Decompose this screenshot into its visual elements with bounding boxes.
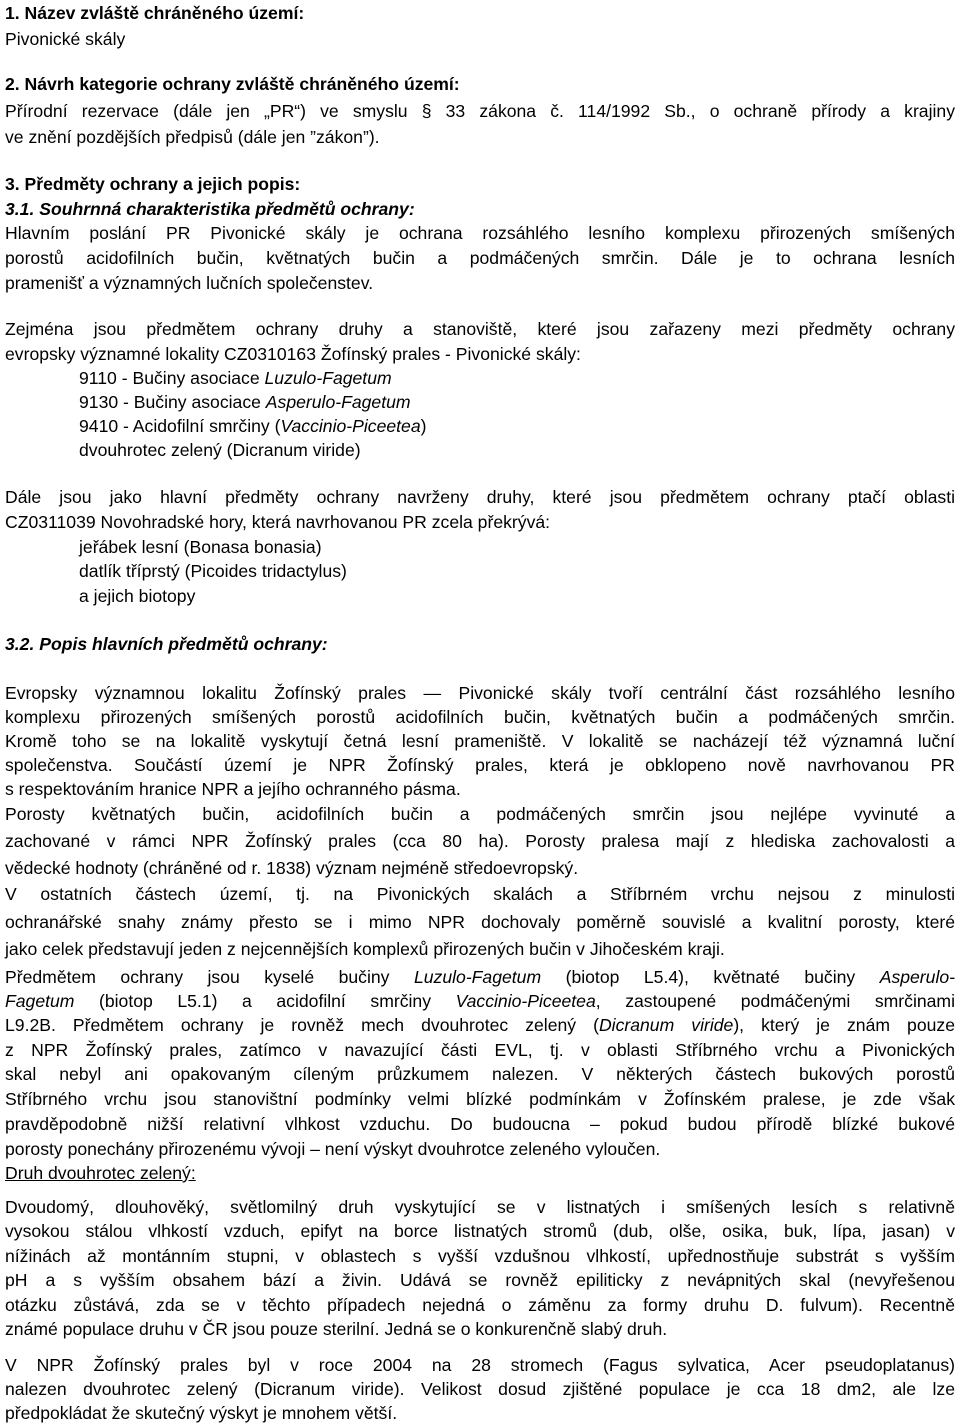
summary-line: pramenišť a významných lučních společenstev. — [5, 273, 374, 293]
habitat-item: 9130 - Bučiny asociace Asperulo-Fagetum — [79, 392, 411, 412]
bird-para-line: CZ0311039 Novohradské hory, která navrhovanou PR zcela překrývá: — [5, 512, 551, 532]
habitat-item: 9410 - Acidofilní smrčiny (Vaccinio-Piceetea) — [79, 416, 427, 436]
habitat-item: 9110 - Bučiny asociace Luzulo-Fagetum — [79, 368, 392, 388]
description-line: Stříbrného vrchu jsou stanovištní podmínky velmi blízké podmínkám v Žofínském pralese, je zde však — [5, 1089, 955, 1109]
description-line: komplexu přirozených smíšených porostů acidofilních bučin, květnatých bučin a podmáčených smrčin. — [5, 707, 955, 727]
description-line: pravděpodobně nižší relativní vlhkost vzduchu. Do budoucna – pokud budou přírodě blízké bukové — [5, 1114, 955, 1134]
description-line: ochranářské snahy známy přesto se i mimo NPR dochovaly poměrně souvislé a kvalitní porosty, které — [5, 912, 955, 932]
subsection-3-1-heading: 3.1. Souhrnná charakteristika předmětů ochrany: — [5, 199, 415, 219]
section3-heading: 3. Předměty ochrany a jejich popis: — [5, 174, 301, 194]
description-line: zachované v rámci NPR Žofínský prales (cca 80 ha). Porosty pralesa mají z hlediska zachovalosti a — [5, 831, 955, 851]
bird-item: datlík tříprstý (Picoides tridactylus) — [79, 561, 347, 581]
species-line: otázku zůstává, zda se v těchto případech nejedná o záměnu za formy druhu D. fulvum). Recentně — [5, 1295, 955, 1315]
species-line: nížinách až montánním stupni, v oblastech s vyšší vzdušnou vlhkostí, upřednostňuje substrát s vyšším — [5, 1246, 955, 1266]
summary-line: Hlavním poslání PR Pivonické skály je ochrana rozsáhlého lesního komplexu přirozených smíšených — [5, 223, 955, 243]
description-line: Předmětem ochrany jsou kyselé bučiny Luzulo-Fagetum (biotop L5.4), květnaté bučiny Asperulo- — [5, 967, 956, 987]
habitat-item: dvouhrotec zelený (Dicranum viride) — [79, 440, 361, 460]
area-name: Pivonické skály — [5, 29, 126, 49]
section2-heading: 2. Návrh kategorie ochrany zvláště chráněného území: — [5, 74, 460, 94]
description-line: společenstva. Součástí území je NPR Žofínský prales, která je obklopeno nově navrhovanou PR — [5, 755, 955, 775]
description-line: L9.2B. Předmětem ochrany je rovněž mech dvouhrotec zelený (Dicranum viride), který je znám pouze — [5, 1015, 955, 1035]
species-line: známé populace druhu v ČR jsou pouze sterilní. Jedná se o konkurenčně slabý druh. — [5, 1319, 668, 1339]
summary-line: porostů acidofilních bučin, květnatých bučin a podmáčených smrčin. Dále je to ochrana lesních — [5, 248, 955, 268]
category-text-line1: Přírodní rezervace (dále jen „PR“) ve smyslu § 33 zákona č. 114/1992 Sb., o ochraně přírody a krajiny — [5, 101, 955, 121]
description-line: V ostatních částech území, tj. na Pivonických skalách a Stříbrném vrchu nejsou z minulosti — [5, 884, 955, 904]
subsection-3-2-heading: 3.2. Popis hlavních předmětů ochrany: — [5, 634, 328, 654]
description-line: Fagetum (biotop L5.1) a acidofilní smrčiny Vaccinio-Piceetea, zastoupené podmáčenými smrčinami — [5, 991, 955, 1011]
description-line: Evropsky významnou lokalitu Žofínský prales — Pivonické skály tvoří centrální část rozsáhlého lesního — [5, 683, 955, 703]
bird-item: a jejich biotopy — [79, 586, 196, 606]
protection-para-line: evropsky významné lokality CZ0310163 Žofínský prales - Pivonické skály: — [5, 344, 581, 364]
description-line: porosty ponechány přirozenému vývoji – není výskyt dvouhrotce zeleného vyloučen. — [5, 1139, 661, 1159]
description-line: Porosty květnatých bučin, acidofilních bučin a podmáčených smrčin jsou nejlépe vyvinuté a — [5, 804, 955, 824]
species-heading: Druh dvouhrotec zelený: — [5, 1163, 196, 1183]
bird-para-line: Dále jsou jako hlavní předměty ochrany navrženy druhy, které jsou předmětem ochrany ptačí oblasti — [5, 487, 955, 507]
species-line: vysokou stálou vlhkostí vzduch, epifyt na borce listnatých stromů (dub, olše, osika, buk, lípa, jasan) v — [5, 1221, 955, 1241]
final-line: předpokládat že skutečný výskyt je mnohem větší. — [5, 1403, 398, 1423]
bird-item: jeřábek lesní (Bonasa bonasia) — [79, 537, 322, 557]
description-line: Kromě toho se na lokalitě vyskytují četná lesní prameniště. V lokalitě se nacházejí též významná luční — [5, 731, 955, 751]
protection-para-line: Zejména jsou předmětem ochrany druhy a stanoviště, které jsou zařazeny mezi předměty ochrany — [5, 319, 955, 339]
description-line: z NPR Žofínský prales, zatímco v navazující části EVL, tj. v oblasti Stříbrného vrchu a Pivonických — [5, 1040, 955, 1060]
description-line: skal nebyl ani opakovaným cíleným průzkumem nalezen. V některých částech bukových porostů — [5, 1064, 955, 1084]
final-line: nalezen dvouhrotec zelený (Dicranum viride). Velikost dosud zjištěné populace je cca 18 dm2, ale lze — [5, 1379, 955, 1399]
species-line: Dvoudomý, dlouhověký, světlomilný druh vyskytující se v listnatých i smíšených lesích s relativně — [5, 1197, 955, 1217]
description-line: jako celek představují jeden z nejcennějších komplexů přirozených bučin v Jihočeském kraji. — [5, 939, 725, 959]
category-text-line2: ve znění pozdějších předpisů (dále jen ”zákon”). — [5, 127, 380, 147]
description-line: vědecké hodnoty (chráněné od r. 1838) význam nejméně středoevropský. — [5, 858, 579, 878]
section1-heading: 1. Název zvláště chráněného území: — [5, 3, 305, 23]
final-line: V NPR Žofínský prales byl v roce 2004 na 28 stromech (Fagus sylvatica, Acer pseudoplatanus) — [5, 1355, 955, 1375]
species-line: pH a s vyšším obsahem bází a živin. Udává se rovněž epiliticky z nevápnitých skal (nevyřešenou — [5, 1270, 955, 1290]
description-line: s respektováním hranice NPR a jejího ochranného pásma. — [5, 779, 461, 799]
